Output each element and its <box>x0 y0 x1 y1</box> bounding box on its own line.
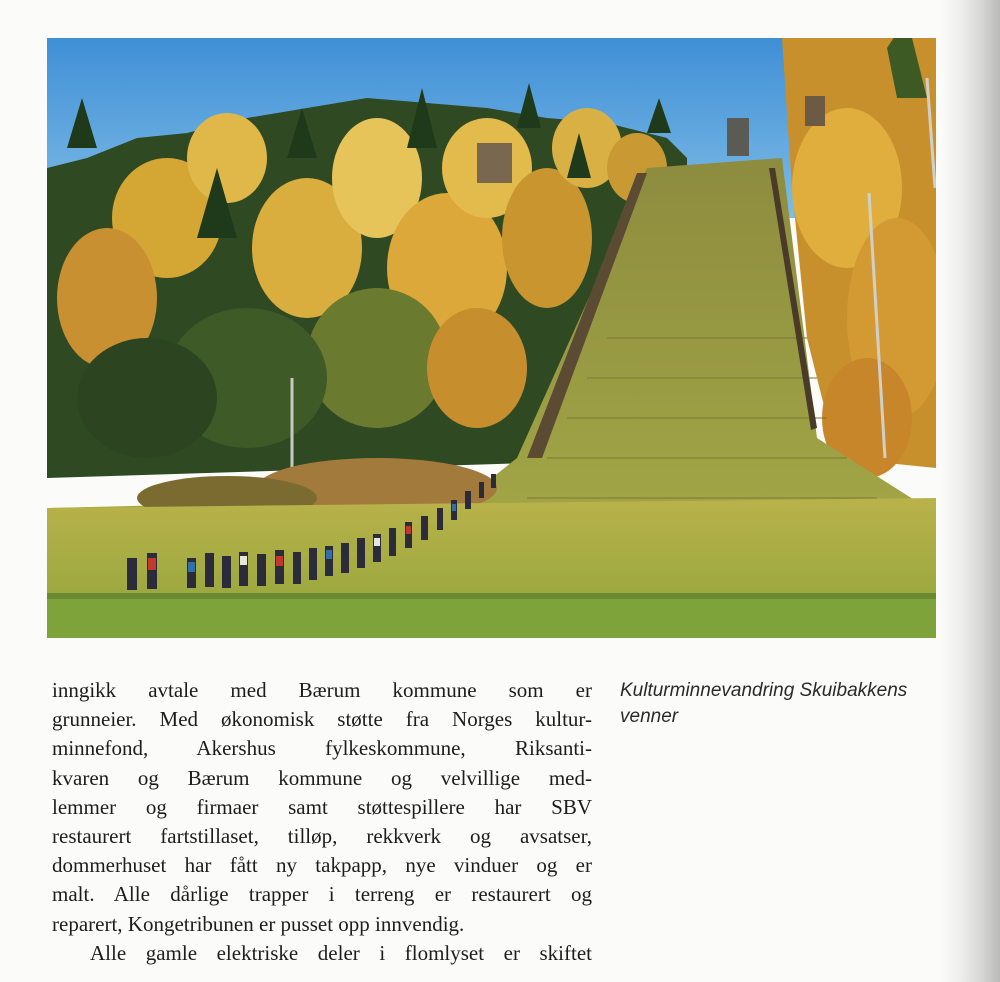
caption-line-1: Kulturminnevandring Skuibakkens <box>620 680 908 701</box>
text-line: malt. Alle dårlige trapper i terreng er restaurert og <box>52 882 592 907</box>
text-line: inngikk avtale med Bærum kommune som er <box>52 678 592 702</box>
text-line: minnefond, Akershus fylkeskommune, Riksanti- <box>52 736 592 761</box>
text-line: grunneier. Med økonomisk støtte fra Norges kultur- <box>52 707 592 732</box>
text-line: Alle gamle elektriske deler i flomlyset er skiftet <box>90 940 592 965</box>
text-line: dommerhuset har fått ny takpapp, nye vinduer og er <box>52 853 592 878</box>
text-line: restaurert fartstillaset, tilløp, rekkverk og avsatser, <box>52 824 592 849</box>
text-line: kvaren og Bærum kommune og velvillige med- <box>52 765 592 790</box>
body-text <box>52 676 592 968</box>
caption-line-2: venner <box>620 706 679 727</box>
photo-caption <box>620 678 940 730</box>
page-edge-shadow <box>940 0 1000 982</box>
text-line: reparert, Kongetribunen er pusset opp innvendig. <box>52 911 465 936</box>
paragraph-2 <box>52 939 592 968</box>
photo-ski-jump-hike <box>47 38 936 638</box>
paragraph-1 <box>52 676 592 939</box>
text-line: lemmer og firmaer samt støttespillere har SBV <box>52 794 592 819</box>
